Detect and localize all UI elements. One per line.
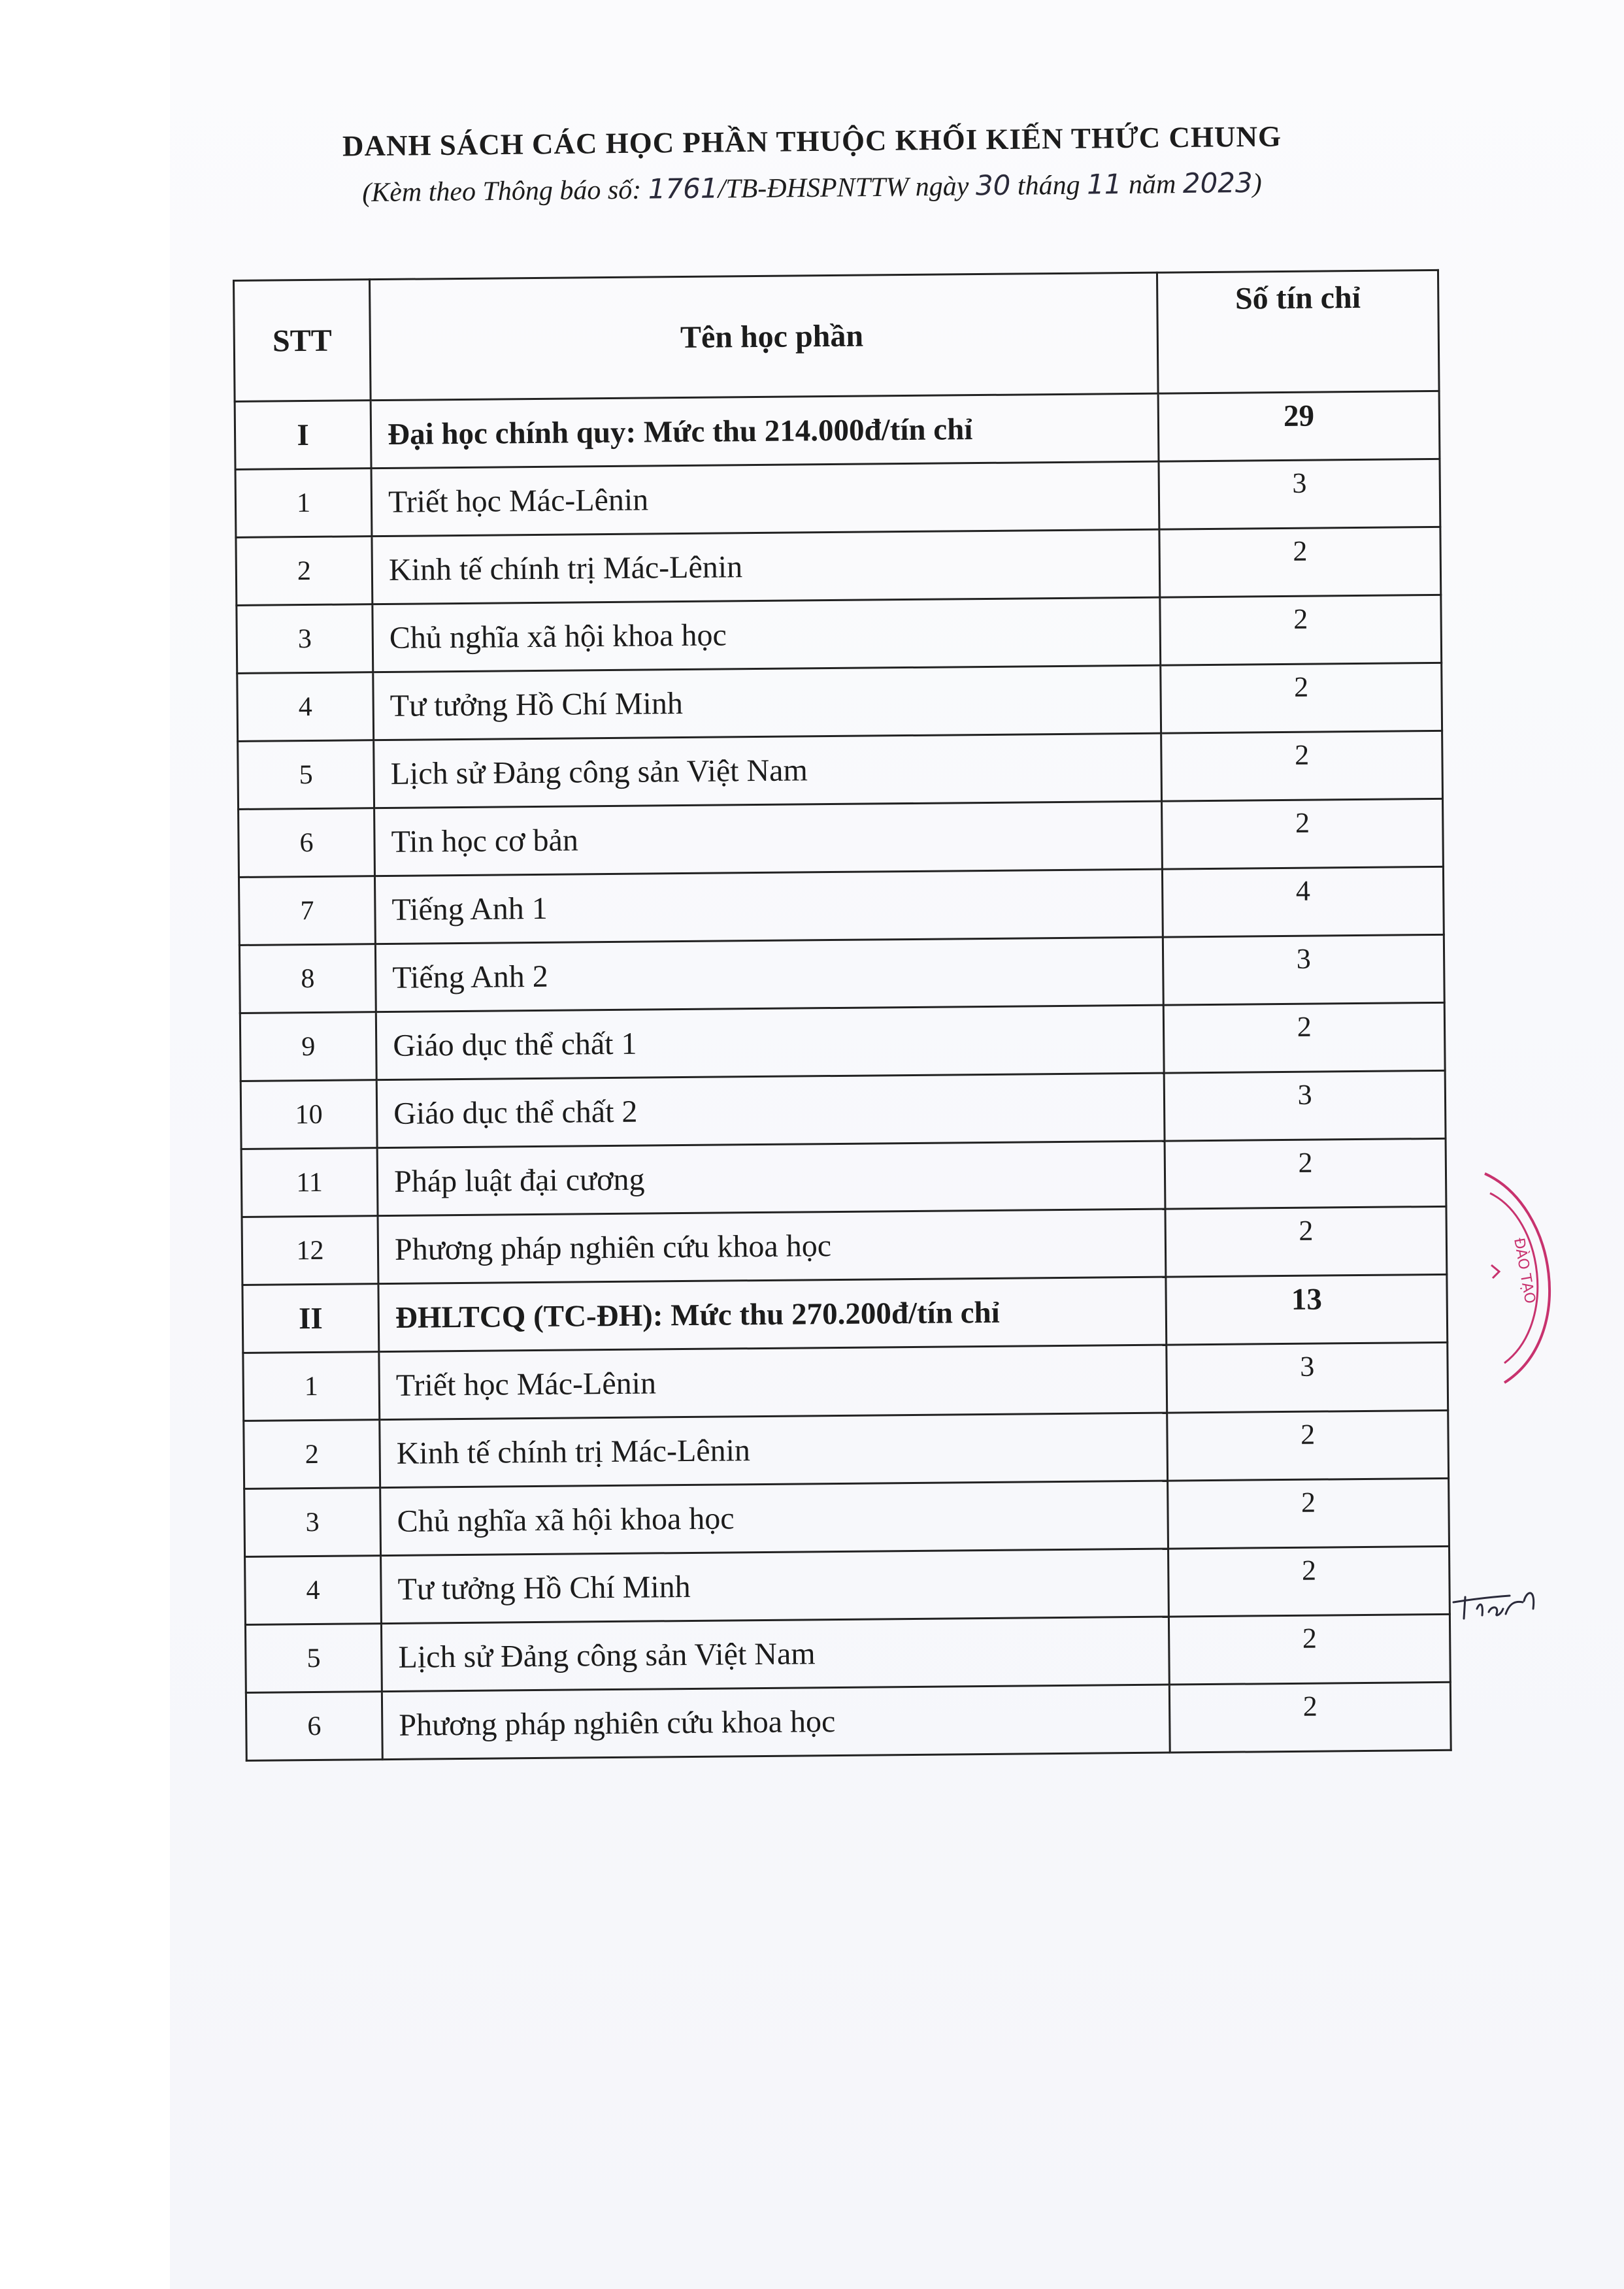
row-stt: 1 — [243, 1352, 380, 1421]
row-stt: 3 — [237, 604, 373, 674]
table-row — [245, 1614, 1450, 1692]
row-credits: 2 — [1165, 1138, 1446, 1209]
row-name: Tiếng Anh 2 — [375, 937, 1163, 1012]
row-credits: 2 — [1168, 1478, 1450, 1549]
table-row — [241, 1138, 1446, 1217]
table-row — [237, 595, 1442, 673]
header-credits: Số tín chỉ — [1157, 270, 1439, 393]
row-credits: 3 — [1164, 1070, 1446, 1141]
row-stt: 6 — [239, 808, 375, 878]
row-credits: 2 — [1161, 731, 1443, 801]
row-stt: 5 — [238, 740, 374, 810]
handwritten-day: 30 — [975, 169, 1011, 202]
table-row — [245, 1546, 1450, 1624]
handwritten-number: 1761 — [648, 172, 718, 205]
courses-table — [233, 269, 1452, 1762]
table-row — [240, 1002, 1445, 1081]
table-body — [235, 391, 1451, 1760]
subtitle-mid1: /TB-ĐHSPNTTW ngày — [718, 171, 976, 205]
table-header-row — [234, 270, 1440, 401]
row-stt: 2 — [236, 536, 373, 606]
row-stt: 5 — [245, 1624, 382, 1693]
row-stt: 1 — [235, 469, 372, 538]
group-credits: 13 — [1166, 1274, 1448, 1345]
row-name: Lịch sử Đảng công sản Việt Nam — [374, 733, 1162, 808]
group-stt: I — [235, 401, 371, 470]
table-row — [240, 1070, 1446, 1149]
row-stt: 3 — [244, 1488, 381, 1557]
stamp-seal — [1478, 1167, 1570, 1389]
row-name: Lịch sử Đảng công sản Việt Nam — [382, 1617, 1170, 1692]
row-name: Tiếng Anh 1 — [375, 869, 1163, 944]
row-stt: 9 — [240, 1012, 376, 1081]
row-name: Kinh tế chính trị Mác-Lênin — [372, 529, 1160, 604]
row-credits: 2 — [1167, 1410, 1449, 1481]
row-name: Tin học cơ bản — [374, 801, 1163, 876]
row-credits: 3 — [1159, 459, 1440, 529]
row-credits: 2 — [1165, 1206, 1447, 1277]
document-title: DANH SÁCH CÁC HỌC PHẦN THUỘC KHỐI KIẾN THỨC CHUNG — [342, 120, 1282, 163]
group-stt: II — [242, 1284, 379, 1353]
subtitle-mid2: tháng — [1010, 170, 1087, 201]
row-credits: 3 — [1167, 1342, 1448, 1413]
row-name: Phương pháp nghiên cứu khoa học — [378, 1209, 1166, 1284]
subtitle-mid3: năm — [1121, 169, 1184, 201]
row-stt: 8 — [239, 944, 376, 1013]
row-name: Giáo dục thể chất 1 — [376, 1005, 1164, 1080]
stamp-star-mark — [1491, 1265, 1499, 1278]
table-row — [244, 1410, 1449, 1489]
handwritten-month: 11 — [1086, 168, 1122, 201]
row-name: Triết học Mác-Lênin — [379, 1345, 1167, 1420]
header-stt: STT — [234, 280, 371, 402]
table-row — [239, 866, 1444, 945]
row-stt: 4 — [237, 672, 374, 742]
row-stt: 4 — [245, 1556, 382, 1625]
group-credits: 29 — [1158, 391, 1440, 461]
row-credits: 4 — [1163, 866, 1444, 937]
row-credits: 2 — [1160, 595, 1442, 665]
row-credits: 2 — [1168, 1546, 1450, 1617]
table-row — [242, 1206, 1447, 1285]
row-name: Tư tưởng Hồ Chí Minh — [381, 1549, 1169, 1624]
row-name: Chủ nghĩa xã hội khoa học — [380, 1481, 1168, 1556]
header-name: Tên học phần — [370, 272, 1159, 401]
table-row — [235, 459, 1440, 537]
group-row — [242, 1274, 1448, 1353]
subtitle-suffix: ) — [1252, 168, 1262, 199]
row-name: Chủ nghĩa xã hội khoa học — [373, 597, 1161, 672]
handwritten-year: 2023 — [1182, 166, 1253, 200]
row-stt: 6 — [246, 1692, 382, 1761]
table-row — [239, 934, 1444, 1013]
row-credits: 2 — [1161, 663, 1442, 733]
table-row — [236, 527, 1441, 605]
table-row — [238, 731, 1443, 809]
row-credits: 2 — [1169, 1614, 1451, 1685]
table-row — [237, 663, 1442, 741]
row-name: Pháp luật đại cương — [377, 1141, 1165, 1216]
row-name: Giáo dục thể chất 2 — [376, 1073, 1165, 1148]
row-credits: 2 — [1159, 527, 1441, 597]
stamp-text: ĐÀO TẠO — [1510, 1236, 1538, 1305]
row-name: Triết học Mác-Lênin — [371, 461, 1159, 536]
row-stt: 11 — [241, 1148, 378, 1217]
table-row — [244, 1478, 1450, 1556]
row-stt: 12 — [242, 1216, 378, 1285]
row-stt: 10 — [240, 1080, 377, 1149]
row-stt: 7 — [239, 876, 375, 946]
table-row — [243, 1342, 1448, 1421]
table-row — [246, 1682, 1451, 1760]
row-credits: 2 — [1170, 1682, 1451, 1753]
row-name: Phương pháp nghiên cứu khoa học — [382, 1685, 1170, 1760]
group-name: ĐHLTCQ (TC-ĐH): Mức thu 270.200đ/tín chỉ — [378, 1277, 1167, 1352]
signature-initials — [1451, 1583, 1542, 1622]
row-name: Kinh tế chính trị Mác-Lênin — [380, 1413, 1168, 1488]
row-stt: 2 — [244, 1420, 380, 1489]
row-credits: 2 — [1162, 799, 1444, 869]
row-credits: 2 — [1164, 1002, 1446, 1073]
table-row — [239, 799, 1444, 877]
row-credits: 3 — [1163, 934, 1445, 1005]
subtitle-prefix: (Kèm theo Thông báo số: — [362, 174, 648, 208]
row-name: Tư tưởng Hồ Chí Minh — [373, 665, 1161, 740]
signature-stroke — [1453, 1593, 1534, 1619]
group-name: Đại học chính quy: Mức thu 214.000đ/tín chỉ — [371, 393, 1159, 469]
group-row — [235, 391, 1440, 469]
